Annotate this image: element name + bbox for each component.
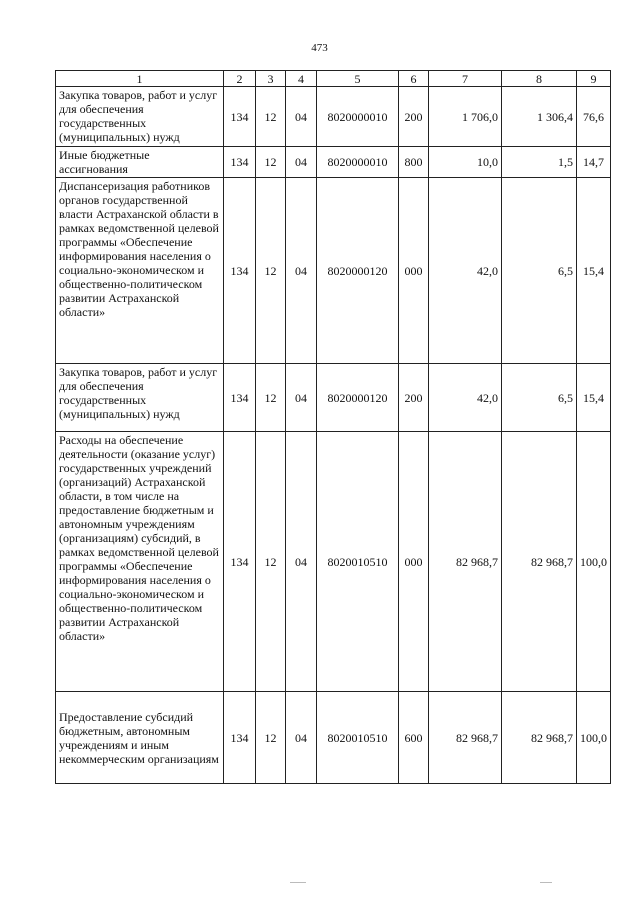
- cell-executed: 6,5: [502, 178, 577, 364]
- row-name: Закупка товаров, работ и услуг для обеспечения государственных (муниципальных) нужд: [56, 87, 224, 147]
- table-row: [56, 147, 611, 178]
- cell-percent: 15,4: [577, 364, 611, 432]
- budget-table: [55, 70, 611, 784]
- cell-percent: 14,7: [577, 147, 611, 178]
- cell-expense-type: 200: [399, 87, 429, 147]
- row-name: Иные бюджетные ассигнования: [56, 147, 224, 178]
- cell-section: 12: [256, 692, 286, 784]
- cell-percent: 15,4: [577, 178, 611, 364]
- table-row: [56, 87, 611, 147]
- page-number: 473: [311, 42, 328, 54]
- cell-admin-code: 134: [224, 692, 256, 784]
- cell-expense-type: 000: [399, 432, 429, 692]
- col-header-1: 1: [56, 71, 224, 87]
- cell-subsection: 04: [286, 432, 317, 692]
- table-row: [56, 432, 611, 692]
- cell-admin-code: 134: [224, 87, 256, 147]
- cell-target-article: 8020010510: [317, 432, 399, 692]
- col-header-5: 5: [317, 71, 399, 87]
- row-name: Предоставление субсидий бюджетным, автономным учреждениям и иным некоммерческим организациям: [56, 692, 224, 784]
- cell-percent: 76,6: [577, 87, 611, 147]
- cell-subsection: 04: [286, 87, 317, 147]
- cell-subsection: 04: [286, 364, 317, 432]
- cell-subsection: 04: [286, 692, 317, 784]
- cell-expense-type: 200: [399, 364, 429, 432]
- cell-expense-type: 000: [399, 178, 429, 364]
- cell-target-article: 8020010510: [317, 692, 399, 784]
- cell-section: 12: [256, 432, 286, 692]
- cell-planned: 82 968,7: [429, 692, 502, 784]
- cell-target-article: 8020000010: [317, 87, 399, 147]
- header-row: [56, 71, 611, 87]
- cell-percent: 100,0: [577, 432, 611, 692]
- col-header-7: 7: [429, 71, 502, 87]
- col-header-9: 9: [577, 71, 611, 87]
- cell-percent: 100,0: [577, 692, 611, 784]
- col-header-4: 4: [286, 71, 317, 87]
- cell-executed: 1 306,4: [502, 87, 577, 147]
- col-header-6: 6: [399, 71, 429, 87]
- cell-planned: 10,0: [429, 147, 502, 178]
- cell-admin-code: 134: [224, 364, 256, 432]
- cell-planned: 42,0: [429, 178, 502, 364]
- cell-executed: 82 968,7: [502, 432, 577, 692]
- scan-mark: [290, 882, 306, 883]
- cell-planned: 82 968,7: [429, 432, 502, 692]
- cell-executed: 1,5: [502, 147, 577, 178]
- cell-section: 12: [256, 87, 286, 147]
- cell-subsection: 04: [286, 147, 317, 178]
- cell-executed: 82 968,7: [502, 692, 577, 784]
- cell-expense-type: 600: [399, 692, 429, 784]
- scan-mark: [540, 882, 552, 883]
- col-header-2: 2: [224, 71, 256, 87]
- col-header-3: 3: [256, 71, 286, 87]
- row-name: Закупка товаров, работ и услуг для обеспечения государственных (муниципальных) нужд: [56, 364, 224, 432]
- cell-target-article: 8020000120: [317, 178, 399, 364]
- table-row: [56, 692, 611, 784]
- cell-section: 12: [256, 178, 286, 364]
- cell-section: 12: [256, 147, 286, 178]
- cell-executed: 6,5: [502, 364, 577, 432]
- cell-section: 12: [256, 364, 286, 432]
- cell-admin-code: 134: [224, 178, 256, 364]
- cell-subsection: 04: [286, 178, 317, 364]
- cell-admin-code: 134: [224, 432, 256, 692]
- table-row: [56, 364, 611, 432]
- row-name: Диспансеризация работников органов государственной власти Астраханской области в рамках ведомственной целевой программы «Обеспечение информирования населения о социально-экономическом и общественно-политическом развитии Астраханской области»: [56, 178, 224, 364]
- col-header-8: 8: [502, 71, 577, 87]
- cell-target-article: 8020000010: [317, 147, 399, 178]
- cell-expense-type: 800: [399, 147, 429, 178]
- table-row: [56, 178, 611, 364]
- cell-planned: 1 706,0: [429, 87, 502, 147]
- cell-planned: 42,0: [429, 364, 502, 432]
- cell-admin-code: 134: [224, 147, 256, 178]
- cell-target-article: 8020000120: [317, 364, 399, 432]
- row-name: Расходы на обеспечение деятельности (оказание услуг) государственных учреждений (организаций) Астраханской области, в том числе на предоставление бюджетным и автономным учреждениям (организациям) субсидий, в рамках ведомственной целевой программы «Обеспечение информирования населения о социально-экономическом и общественно-политическом развитии Астраханской области»: [56, 432, 224, 692]
